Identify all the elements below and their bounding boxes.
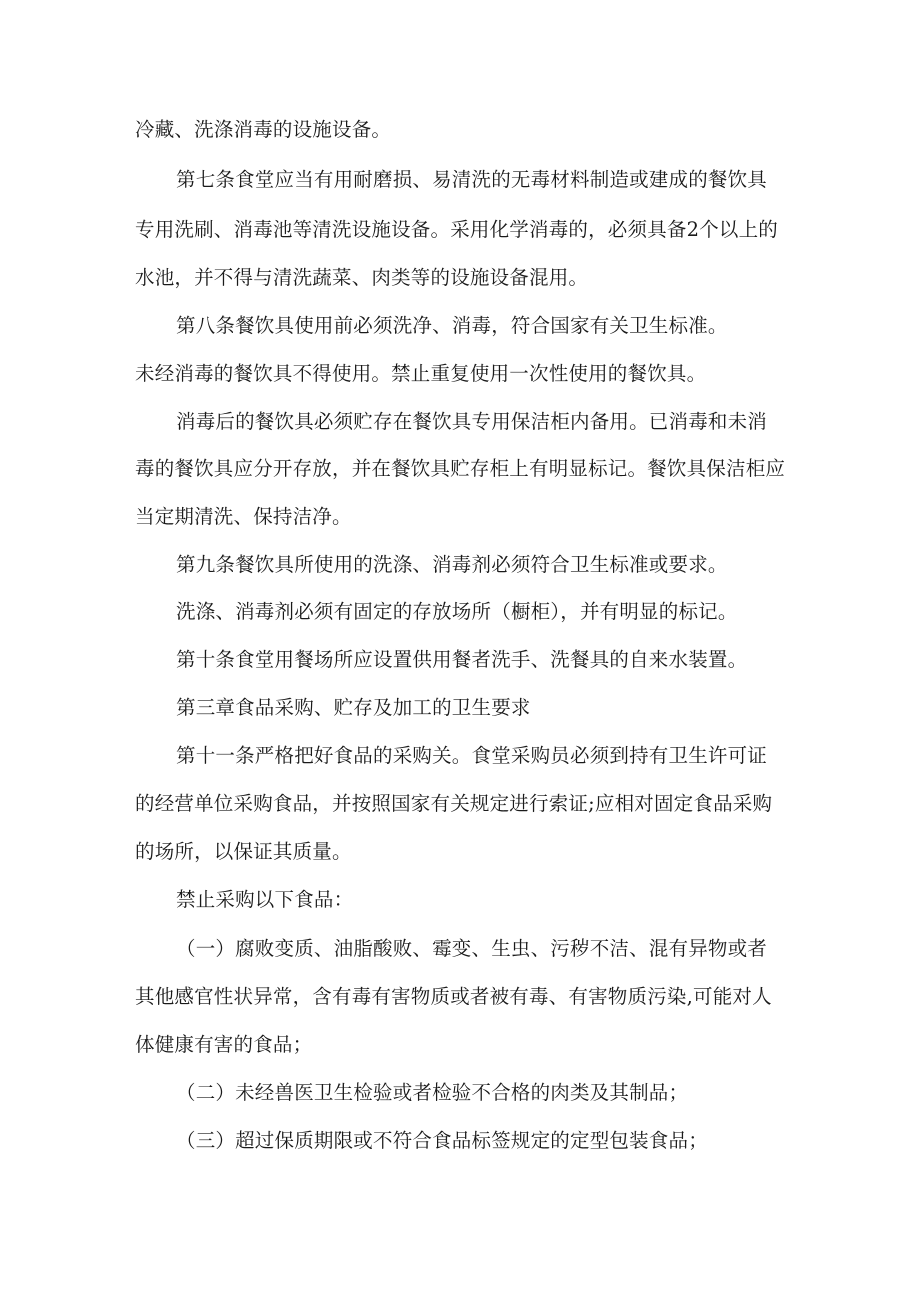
text-line: 第八条餐饮具使用前必须洗净、消毒，符合国家有关卫生标准。 (176, 314, 728, 337)
text-line: 其他感官性状异常，含有毒有害物质或者被有毒、有害物质污染,可能对人 (135, 985, 772, 1008)
text-line: 消毒后的餐饮具必须贮存在餐饮具专用保洁柜内备用。已消毒和未消 (176, 410, 768, 433)
text-line: 毒的餐饮具应分开存放，并在餐饮具贮存柜上有明显标记。餐饮具保洁柜应 (135, 457, 786, 480)
list-item: （三）超过保质期限或不符合食品标签规定的定型包装食品； (176, 1129, 708, 1152)
text-line: 体健康有害的食品； (135, 1033, 313, 1056)
text-line: 当定期清洗、保持洁净。 (135, 505, 352, 528)
section-heading: 第三章食品采购、贮存及加工的卫生要求 (176, 696, 531, 719)
text-line: 第十条食堂用餐场所应设置供用餐者洗手、洗餐具的自来水装置。 (176, 648, 748, 671)
text-line: 第七条食堂应当有用耐磨损、易清洗的无毒材料制造或建成的餐饮具 (176, 168, 768, 191)
text-line: 禁止采购以下食品： (176, 888, 354, 911)
text-line: 洗涤、消毒剂必须有固定的存放场所（橱柜），并有明显的标记。 (176, 600, 738, 623)
text-line: 的场所，以保证其质量。 (135, 840, 352, 863)
text-line: 冷藏、洗涤消毒的设施设备。 (135, 118, 392, 141)
list-item: （二）未经兽医卫生检验或者检验不合格的肉类及其制品； (176, 1081, 689, 1104)
text-line: 第十一条严格把好食品的采购关。食堂采购员必须到持有卫生许可证 (176, 744, 768, 767)
text-line: 第九条餐饮具所使用的洗涤、消毒剂必须符合卫生标准或要求。 (176, 553, 728, 576)
text-line: 的经营单位采购食品，并按照国家有关规定进行索证;应相对固定食品采购 (135, 792, 773, 815)
text-line: 水池，并不得与清洗蔬菜、肉类等的设施设备混用。 (135, 266, 589, 289)
text-line: 未经消毒的餐饮具不得使用。禁止重复使用一次性使用的餐饮具。 (135, 362, 707, 385)
list-item: （一）腐败变质、油脂酸败、霉变、生虫、污秽不洁、混有异物或者 (176, 937, 768, 960)
text-line: 专用洗刷、消毒池等清洗设施设备。采用化学消毒的，必须具备2个以上的 (135, 218, 779, 241)
